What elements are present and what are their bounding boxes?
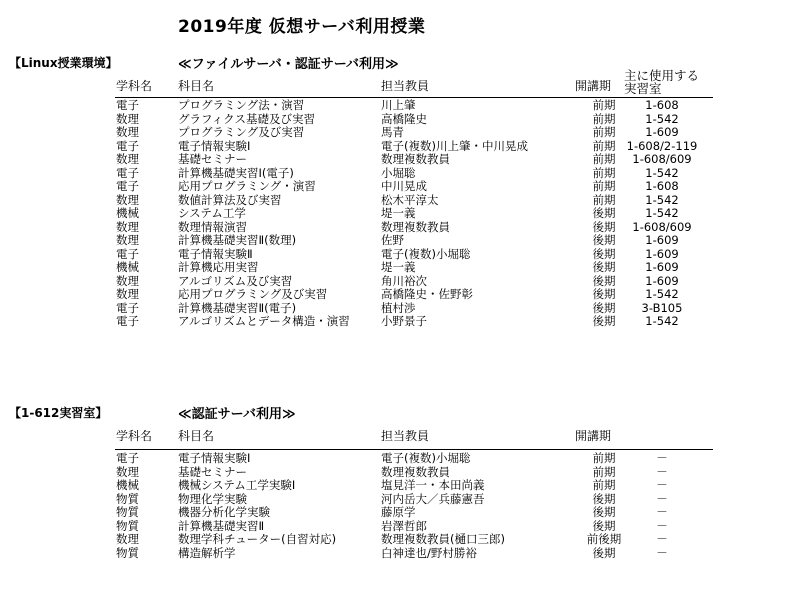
table-row — [0, 140, 800, 154]
cell-subject: 数理学科チューター(自習対応) — [178, 532, 337, 546]
cell-room: 1-542 — [645, 287, 679, 301]
cell-dept: 電子 — [116, 138, 139, 153]
cell-dept: 数理 — [116, 152, 139, 166]
table-row — [0, 126, 800, 140]
cell-instructor: 堤一義 — [381, 206, 416, 220]
cell-subject: 数理情報演習 — [178, 219, 247, 234]
cell-dept: 電子 — [116, 246, 139, 261]
table-row — [0, 288, 800, 302]
cell-instructor: 小野景子 — [381, 314, 427, 328]
table-row — [0, 452, 800, 466]
table-row — [0, 234, 800, 248]
header-subject: 科目名 — [178, 79, 215, 93]
header-instructor: 担当教員 — [381, 429, 430, 443]
cell-room: － — [656, 464, 668, 479]
cell-subject: アルゴリズム及び実習 — [178, 273, 293, 288]
cell-room: 1-542 — [645, 192, 679, 207]
table-row — [0, 479, 800, 493]
header-room — [624, 69, 699, 95]
cell-term: 前期 — [592, 464, 616, 479]
cell-term: 後期 — [592, 260, 616, 274]
cell-dept: 電子 — [116, 98, 139, 112]
cell-room: 1-608/609 — [632, 152, 692, 166]
cell-term: 前期 — [592, 138, 616, 153]
table-linux — [0, 99, 800, 329]
cell-room: 1-608/2-119 — [626, 138, 698, 153]
table-1612 — [0, 452, 800, 560]
table-row — [0, 113, 800, 127]
cell-room: 1-608 — [645, 179, 679, 193]
cell-room: － — [656, 491, 668, 506]
header-dept: 学科名 — [116, 429, 153, 443]
cell-subject: 機械システム工学実験Ⅰ — [178, 478, 296, 492]
cell-term: 後期 — [592, 206, 616, 220]
cell-instructor: 数理複数教員 — [381, 152, 450, 166]
cell-dept: 数理 — [116, 111, 139, 126]
cell-instructor: 佐野 — [381, 233, 404, 247]
cell-subject: 計算機基礎実習Ⅱ(電子) — [178, 300, 297, 315]
table-row — [0, 221, 800, 235]
header-subject: 科目名 — [178, 429, 215, 443]
cell-dept: 電子 — [116, 165, 139, 180]
cell-room: 1-608/609 — [632, 219, 692, 234]
cell-instructor: 電子(複数)川上肇・中川晃成 — [381, 138, 528, 153]
cell-room: 1-609 — [645, 246, 679, 261]
cell-dept: 機械 — [116, 478, 139, 492]
cell-dept: 数理 — [116, 125, 139, 139]
cell-subject: プログラミング及び実習 — [178, 125, 305, 139]
cell-room: 1-542 — [645, 206, 679, 220]
cell-dept: 数理 — [116, 219, 139, 234]
cell-subject: 基礎セミナー — [178, 152, 247, 166]
cell-term: 後期 — [592, 287, 616, 301]
cell-subject: グラフィクス基礎及び実習 — [178, 111, 315, 126]
cell-room: 1-609 — [645, 273, 679, 288]
cell-room: － — [656, 505, 668, 519]
cell-instructor: 馬青 — [381, 125, 404, 139]
cell-dept: 数理 — [116, 192, 139, 207]
cell-room: 1-609 — [645, 260, 679, 274]
header-instructor: 担当教員 — [381, 79, 430, 93]
cell-instructor: 植村渉 — [381, 300, 416, 315]
table-row — [0, 493, 800, 507]
header-room-line1: 主に使用する — [624, 68, 700, 83]
table-row — [0, 275, 800, 289]
cell-term: 前期 — [592, 451, 616, 465]
cell-instructor: 数理複数教員(樋口三郎) — [381, 532, 505, 546]
cell-dept: 数理 — [116, 287, 139, 301]
table-row — [0, 466, 800, 480]
cell-dept: 機械 — [116, 206, 139, 220]
cell-subject: 応用プログラミング・演習 — [178, 179, 316, 193]
table-row — [0, 520, 800, 534]
cell-instructor: 数理複数教員 — [381, 464, 450, 479]
cell-dept: 電子 — [116, 300, 139, 315]
cell-instructor: 白神達也/野村勝裕 — [381, 545, 477, 560]
cell-room: 3-B105 — [641, 300, 683, 315]
cell-subject: 物理化学実験 — [178, 491, 247, 506]
cell-instructor: 松木平淳太 — [381, 192, 439, 207]
cell-dept: 物質 — [116, 518, 139, 533]
cell-term: 前期 — [592, 179, 616, 193]
section-label: 【Linux授業環境】 — [9, 56, 118, 70]
cell-term: 後期 — [592, 273, 616, 288]
header-rule — [115, 449, 713, 450]
table-row — [0, 153, 800, 167]
table-row — [0, 533, 800, 547]
cell-subject: 機器分析化学実験 — [178, 505, 270, 519]
cell-term: 前期 — [592, 152, 616, 166]
cell-dept: 数理 — [116, 273, 139, 288]
cell-subject: アルゴリズムとデータ構造・演習 — [178, 314, 350, 328]
table-row — [0, 302, 800, 316]
cell-term: 前期 — [592, 478, 616, 492]
cell-subject: 電子情報実験Ⅰ — [178, 138, 251, 153]
cell-subject: 計算機基礎実習Ⅱ — [178, 518, 265, 533]
cell-instructor: 堤一義 — [381, 260, 416, 274]
cell-term: 後期 — [592, 233, 616, 247]
cell-dept: 機械 — [116, 260, 139, 274]
cell-room: － — [656, 478, 668, 492]
table-row — [0, 261, 800, 275]
cell-term: 後期 — [592, 505, 616, 519]
table-row — [0, 547, 800, 561]
cell-dept: 物質 — [116, 545, 139, 560]
cell-room: 1-542 — [645, 111, 679, 126]
cell-room: 1-542 — [645, 314, 679, 328]
cell-instructor: 川上肇 — [381, 98, 416, 112]
cell-subject: 基礎セミナー — [178, 464, 247, 479]
cell-term: 後期 — [592, 300, 616, 315]
document-title: 2019年度 仮想サーバ利用授業 — [178, 17, 426, 37]
cell-instructor: 高橋隆史 — [381, 111, 427, 126]
section-label: 【1-612実習室】 — [9, 406, 108, 420]
table-row — [0, 194, 800, 208]
cell-term: 前期 — [592, 98, 616, 112]
cell-dept: 数理 — [116, 532, 139, 546]
cell-instructor: 小堀聡 — [381, 165, 416, 180]
cell-term: 後期 — [592, 314, 616, 328]
table-row — [0, 315, 800, 329]
table-row — [0, 506, 800, 520]
table-row — [0, 207, 800, 221]
cell-term: 後期 — [592, 246, 616, 261]
cell-instructor: 電子(複数)小堀聡 — [381, 246, 471, 261]
cell-term: 前期 — [592, 192, 616, 207]
cell-subject: 計算機応用実習 — [178, 260, 259, 274]
cell-dept: 電子 — [116, 314, 139, 328]
cell-room: － — [656, 545, 668, 560]
cell-instructor: 角川裕次 — [381, 273, 427, 288]
cell-dept: 物質 — [116, 491, 139, 506]
cell-dept: 物質 — [116, 505, 139, 519]
cell-room: 1-542 — [645, 165, 679, 180]
cell-term: 後期 — [592, 491, 616, 506]
table-row — [0, 248, 800, 262]
cell-subject: システム工学 — [178, 206, 246, 220]
cell-instructor: 河内岳大／兵藤憲吾 — [381, 491, 485, 506]
cell-instructor: 塩見洋一・本田尚義 — [381, 478, 485, 492]
cell-dept: 電子 — [116, 451, 139, 465]
header-room-line2: 実習室 — [624, 81, 662, 96]
cell-term: 前期 — [592, 125, 616, 139]
cell-subject: 電子情報実験Ⅰ — [178, 451, 251, 465]
cell-instructor: 藤原学 — [381, 505, 416, 519]
cell-dept: 電子 — [116, 179, 139, 193]
cell-room: 1-609 — [645, 233, 679, 247]
cell-dept: 数理 — [116, 464, 139, 479]
cell-subject: 応用プログラミング及び実習 — [178, 287, 328, 301]
cell-instructor: 高橋隆史・佐野彰 — [381, 287, 473, 301]
cell-subject: 計算機基礎実習Ⅰ(電子) — [178, 165, 294, 180]
cell-instructor: 電子(複数)小堀聡 — [381, 451, 471, 465]
cell-room: － — [656, 532, 668, 546]
table-row — [0, 180, 800, 194]
cell-term: 前期 — [592, 165, 616, 180]
cell-subject: プログラミング法・演習 — [178, 98, 305, 112]
header-term: 開講期 — [575, 79, 612, 93]
cell-term: 後期 — [592, 518, 616, 533]
cell-room: － — [656, 518, 668, 533]
header-term: 開講期 — [575, 429, 612, 443]
cell-term: 前期 — [592, 111, 616, 126]
section-subtitle: ≪認証サーバ利用≫ — [178, 407, 296, 422]
cell-term: 前後期 — [586, 532, 622, 546]
cell-term: 後期 — [592, 545, 616, 560]
cell-instructor: 岩澤哲郎 — [381, 518, 427, 533]
header-dept: 学科名 — [116, 79, 153, 93]
section-subtitle: ≪ファイルサーバ・認証サーバ利用≫ — [178, 57, 399, 72]
cell-instructor: 数理複数教員 — [381, 219, 450, 234]
cell-room: 1-609 — [645, 125, 679, 139]
table-row — [0, 99, 800, 113]
cell-subject: 構造解析学 — [178, 545, 236, 560]
cell-term: 後期 — [592, 219, 616, 234]
cell-instructor: 中川晃成 — [381, 179, 427, 193]
cell-room: 1-608 — [645, 98, 679, 112]
table-row — [0, 167, 800, 181]
cell-subject: 計算機基礎実習Ⅱ(数理) — [178, 233, 297, 247]
cell-dept: 数理 — [116, 233, 139, 247]
cell-subject: 数値計算法及び実習 — [178, 192, 282, 207]
cell-room: － — [656, 451, 668, 465]
cell-subject: 電子情報実験Ⅱ — [178, 246, 253, 261]
